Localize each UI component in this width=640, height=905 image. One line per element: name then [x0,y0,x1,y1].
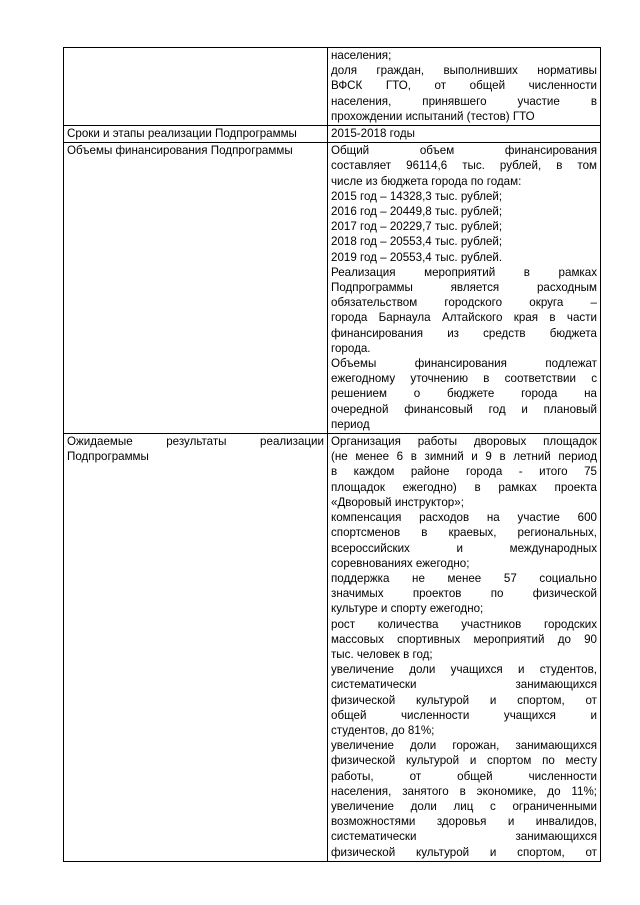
row-label: Ожидаемые результаты реализации Подпрограммы [64,434,328,862]
value-line: города Барнаула Алтайского края в части [331,311,597,325]
value-line: Объемы финансирования подлежат [331,357,597,371]
value-line: увеличение доли горожан, занимающихся [331,739,597,753]
value-line: города. [331,341,371,355]
value-line: 2016 год – 20449,8 тыс. рублей; [331,205,503,219]
row-value [328,434,601,862]
value-line: рост количества участников городских [331,617,597,631]
row-label: Сроки и этапы реализации Подпрограммы [64,126,328,143]
value-line: решением о бюджете города на [331,387,597,401]
table-row [64,126,601,143]
passport-table [63,47,601,862]
value-line: числе из бюджета города по годам: [331,174,522,188]
value-line: 2018 год – 20553,4 тыс. рублей; [331,235,503,249]
value-line: обязательством городского округа – [331,296,597,310]
value-line: поддержка не менее 57 социально [331,571,597,585]
row-label [64,48,328,126]
value-line: возможностями здоровья и инвалидов, [331,815,597,829]
value-line: массовых спортивных мероприятий до 90 [331,632,597,646]
value-line: в каждом районе города - итого 75 [331,465,597,479]
value-line: систематически занимающихся [331,678,597,692]
value-line: Подпрограммы является расходным [331,281,597,295]
value-line: Реализация мероприятий в рамках [331,265,597,279]
value-line: студентов, до 81%; [331,723,435,737]
value-line: физической культурой и спортом, от [331,693,597,707]
value-line: увеличение доли лиц с ограниченными [331,799,597,813]
value-line: спортсменов в краевых, региональных, [331,526,597,540]
value-line: доля граждан, выполнивших нормативы [331,64,597,78]
value-line: населения, принявшего участие в [331,94,597,108]
value-line: 2017 год – 20229,7 тыс. рублей; [331,220,503,234]
value-line: площадок ежегодно) в рамках проекта [331,480,597,494]
value-line: финансирования из средств бюджета [331,326,597,340]
value-line: значимых проектов по физической [331,587,597,601]
value-line: период [331,417,370,431]
row-value [328,126,601,143]
value-line: населения, занятого в экономике, до 11%; [331,784,597,798]
value-line: (не менее 6 в зимний и 9 в летний период [331,450,597,464]
value-line: физической культурой и спортом по месту [331,754,597,768]
table-row [64,48,601,126]
value-line: ежегодному уточнению в соответствии с [331,372,597,386]
row-value [328,48,601,126]
value-line: ВФСК ГТО, от общей численности [331,79,597,93]
table-row [64,143,601,434]
value-line: 2015-2018 годы [331,127,415,141]
value-line: систематически занимающихся [331,830,597,844]
value-line: компенсация расходов на участие 600 [331,511,597,525]
value-line: увеличение доли учащихся и студентов, [331,663,597,677]
value-line: Общий объем финансирования [331,144,597,158]
value-line: 2015 год – 14328,3 тыс. рублей; [331,189,503,203]
value-line: культуре и спорту ежегодно; [331,602,484,616]
value-line: работы, от общей численности [331,769,597,783]
table-row [64,434,601,862]
value-line: всероссийских и международных [331,541,597,555]
row-value [328,143,601,434]
value-line: Организация работы дворовых площадок [331,435,597,449]
value-line: физической культурой и спортом, от [331,845,597,859]
value-line: «Дворовый инструктор»; [331,495,464,509]
value-line: соревнованиях ежегодно; [331,556,470,570]
value-line: тыс. человек в год; [331,647,433,661]
value-line: прохождении испытаний (тестов) ГТО [331,109,535,123]
value-line: общей численности учащихся и [331,708,597,722]
value-line: населения; [331,49,392,62]
row-label: Объемы финансирования Подпрограммы [64,143,328,434]
value-line: составляет 96114,6 тыс. рублей, в том [331,159,597,173]
value-line: 2019 год – 20553,4 тыс. рублей. [331,250,503,264]
value-line: очередной финансовый год и плановый [331,402,597,416]
